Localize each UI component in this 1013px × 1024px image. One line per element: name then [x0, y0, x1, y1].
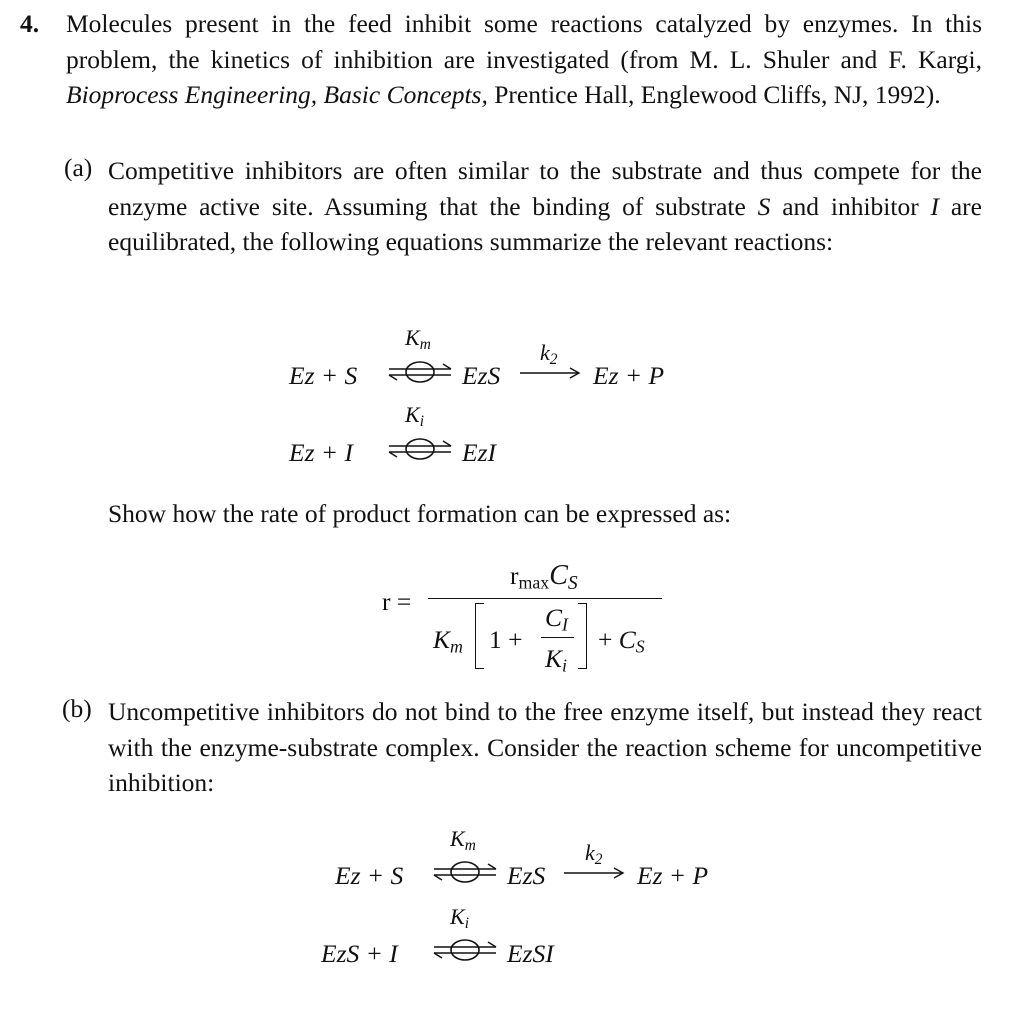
reaction-a1-k2: $k_2$ — [540, 340, 558, 368]
reaction-a2-right: EzI — [462, 438, 496, 467]
intro-end-text: Prentice Hall, Englewood Cliffs, NJ, 1992). — [487, 80, 941, 109]
rate-km: $K_m$ — [433, 625, 463, 657]
part-a-text-2: and inhibitor — [770, 191, 931, 221]
inner-fraction-bar — [541, 637, 574, 638]
reaction-b1-right: Ez + P — [637, 861, 709, 890]
book-title: Bioprocess Engineering, Basic Concepts, — [66, 80, 488, 109]
part-a-text-1: Competitive inhibitors are often similar to the substrate and thus compete for the enzyme active site. Assuming that the binding of substrate — [108, 156, 982, 221]
reaction-b1-km: $K_m$ — [450, 826, 476, 854]
rate-numerator: $r_{max}C_S$ — [510, 560, 578, 594]
reaction-a1-middle: EzS — [462, 361, 501, 390]
intro-text: Molecules present in the feed inhibit some reactions catalyzed by enzymes. In this problem, the kinetics of inhibition are investigated (from M. L. Shuler and F. Kargi, — [66, 9, 982, 74]
rate-plus-cs: + $C_S$ — [598, 625, 645, 657]
part-a-text-3: are equilibrated, the following equations summarize the relevant reactions: — [108, 191, 982, 256]
reaction-b1-left: Ez + S — [335, 861, 404, 890]
rate-ki: $K_i$ — [545, 644, 567, 676]
rate-one-plus: 1 + — [489, 625, 523, 654]
var-s: S — [757, 191, 771, 221]
show-text: Show how the rate of product formation can be expressed as: — [108, 499, 732, 528]
reaction-a1-left: Ez + S — [289, 361, 358, 390]
forward-arrow-icon — [518, 366, 582, 380]
part-a-label: (a) — [64, 153, 93, 182]
reaction-a1-right: Ez + P — [593, 361, 665, 390]
forward-arrow-icon — [562, 866, 626, 880]
part-a-text — [108, 153, 982, 260]
left-bracket — [475, 603, 484, 669]
reaction-b1-middle: EzS — [507, 861, 546, 890]
reaction-a2-left: Ez + I — [289, 438, 353, 467]
right-bracket — [578, 603, 587, 669]
equilibrium-arrow-icon — [430, 935, 500, 965]
part-b-label: (b) — [62, 694, 92, 723]
part-b-text: Uncompetitive inhibitors do not bind to the free enzyme itself, but instead they react with the enzyme-substrate complex. Consider the reaction scheme for uncompetitive inhibition: — [108, 697, 982, 797]
rate-lhs: r = — [382, 587, 412, 616]
equilibrium-arrow-icon — [430, 857, 500, 887]
reaction-b2-left: EzS + I — [321, 939, 398, 968]
reaction-b2-ki: $K_i$ — [450, 904, 469, 932]
problem-intro — [66, 6, 982, 113]
equilibrium-arrow-icon — [385, 357, 455, 387]
reaction-b1-k2: $k_2$ — [585, 840, 603, 868]
reaction-a2-ki: $K_i$ — [405, 402, 424, 430]
reaction-a1-km: $K_m$ — [405, 325, 431, 353]
var-i: I — [930, 191, 940, 221]
equilibrium-arrow-icon — [385, 434, 455, 464]
reaction-b2-right: EzSI — [507, 939, 554, 968]
problem-number: 4. — [20, 9, 40, 38]
rate-ci: $C_I$ — [545, 603, 568, 635]
fraction-bar — [428, 598, 662, 599]
